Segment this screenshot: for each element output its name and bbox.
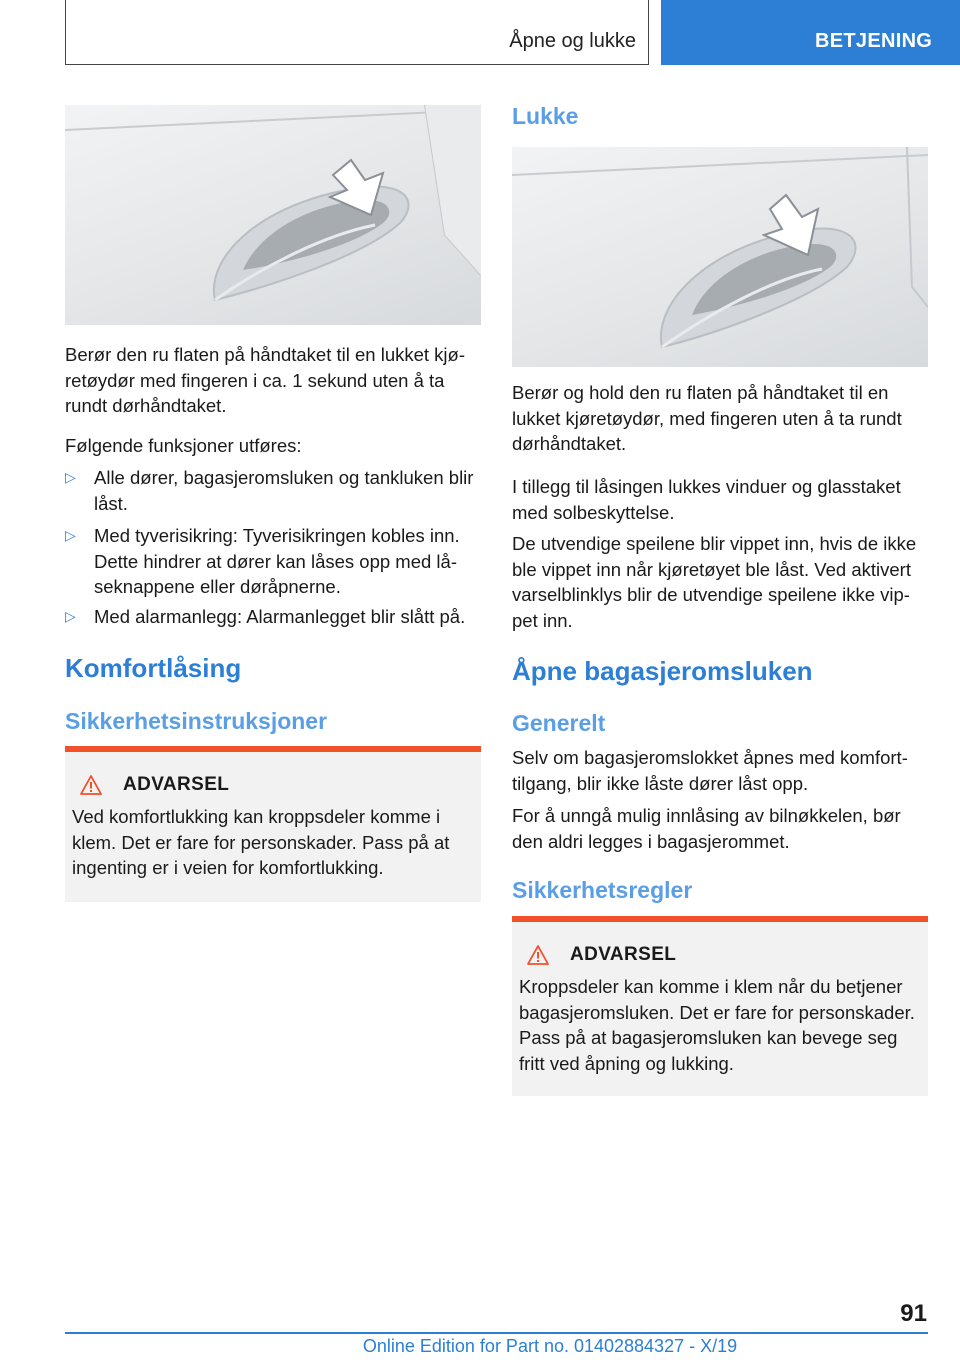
- chapter-title: Åpne og lukke: [509, 30, 636, 52]
- lukke-paragraph: Berør og hold den ru flaten på håndtaket til en lukket kjøretøydør, med fingeren uten å ta rundt dørhåndtaket.: [512, 382, 902, 454]
- heading-lukke: Lukke: [512, 103, 579, 129]
- heading-komfortlasing: Komfortlåsing: [65, 653, 242, 683]
- door-handle-drawing: [65, 105, 481, 325]
- section-label: BETJENING: [815, 30, 933, 52]
- heading-safety-instructions: Sikkerhetsinstruksjoner: [65, 708, 328, 734]
- paragraph-windows: I tillegg til låsingen lukkes vinduer og glasstaket med solbeskyttelse.: [512, 476, 901, 523]
- triangle-bullet-icon: ▷: [65, 608, 76, 624]
- warning-triangle-icon: [527, 945, 549, 965]
- footer-edition-text: Online Edition for Part no. 01402884327 - X/19: [362, 1336, 738, 1356]
- heading-general: Generelt: [512, 710, 606, 736]
- warning-box: [512, 916, 928, 1096]
- warning-triangle-icon: [80, 775, 102, 795]
- footer-divider: [65, 1332, 928, 1334]
- list-item-text: Med tyverisikring: Tyverisikringen kobles inn. Dette hindrer at dører kan låses opp med låseknappene eller døråpnerne.: [94, 525, 460, 597]
- door-handle-illustration-close: [512, 147, 928, 367]
- triangle-bullet-icon: ▷: [65, 527, 76, 543]
- warning-header: [80, 774, 229, 796]
- heading-open-trunk: Åpne bagasjeromsluken: [512, 656, 813, 686]
- warning-box: [65, 746, 481, 902]
- general-paragraph-1: Selv om bagasjeromslokket åpnes med komforttilgang, blir ikke låste dører låst opp.: [512, 747, 908, 794]
- paragraph-mirrors: De utvendige speilene blir vippet inn, hvis de ikke ble vippet inn når kjøretøyet ble låst. Ved aktivert varselblinklys blir de utvendige speilene ikke vippet inn.: [512, 533, 917, 631]
- list-item: [65, 465, 481, 516]
- page-number: 91: [900, 1300, 927, 1327]
- list-item-text: Med alarmanlegg: Alarmanlegget blir slått på.: [94, 606, 466, 627]
- warning-title: ADVARSEL: [570, 944, 677, 965]
- functions-intro: Følgende funksjoner utføres:: [65, 435, 302, 456]
- warning-header: [527, 944, 676, 966]
- intro-paragraph: Berør den ru flaten på håndtaket til en lukket kjøretøydør med fingeren i ca. 1 sekund uten å ta rundt dørhåndtaket.: [65, 344, 466, 416]
- list-item-text: Alle dører, bagasjeromsluken og tankluken blir låst.: [94, 467, 474, 514]
- door-handle-drawing: [512, 147, 928, 367]
- warning-title: ADVARSEL: [123, 774, 230, 795]
- header-chapter-box: [65, 0, 649, 65]
- heading-safety-rules: Sikkerhetsregler: [512, 877, 693, 903]
- door-handle-illustration: [65, 105, 481, 325]
- warning-text: Kroppsdeler kan komme i klem når du betjener bagasjeromsluken. Det er fare for personskader. Pass på at bagasjeromsluken kan bevege seg fritt ved åpning og lukking.: [519, 976, 915, 1074]
- general-paragraph-2: For å unngå mulig innlåsing av bilnøkkelen, bør den aldri legges i bagasjerommet.: [512, 805, 901, 852]
- triangle-bullet-icon: ▷: [65, 469, 76, 485]
- list-item: [65, 523, 481, 600]
- header-section-tab: [661, 0, 960, 65]
- list-item: [65, 604, 481, 630]
- warning-text: Ved komfortlukking kan kroppsdeler komme i klem. Det er fare for personskader. Pass på at ingenting er i veien for komfortlukking.: [72, 806, 450, 878]
